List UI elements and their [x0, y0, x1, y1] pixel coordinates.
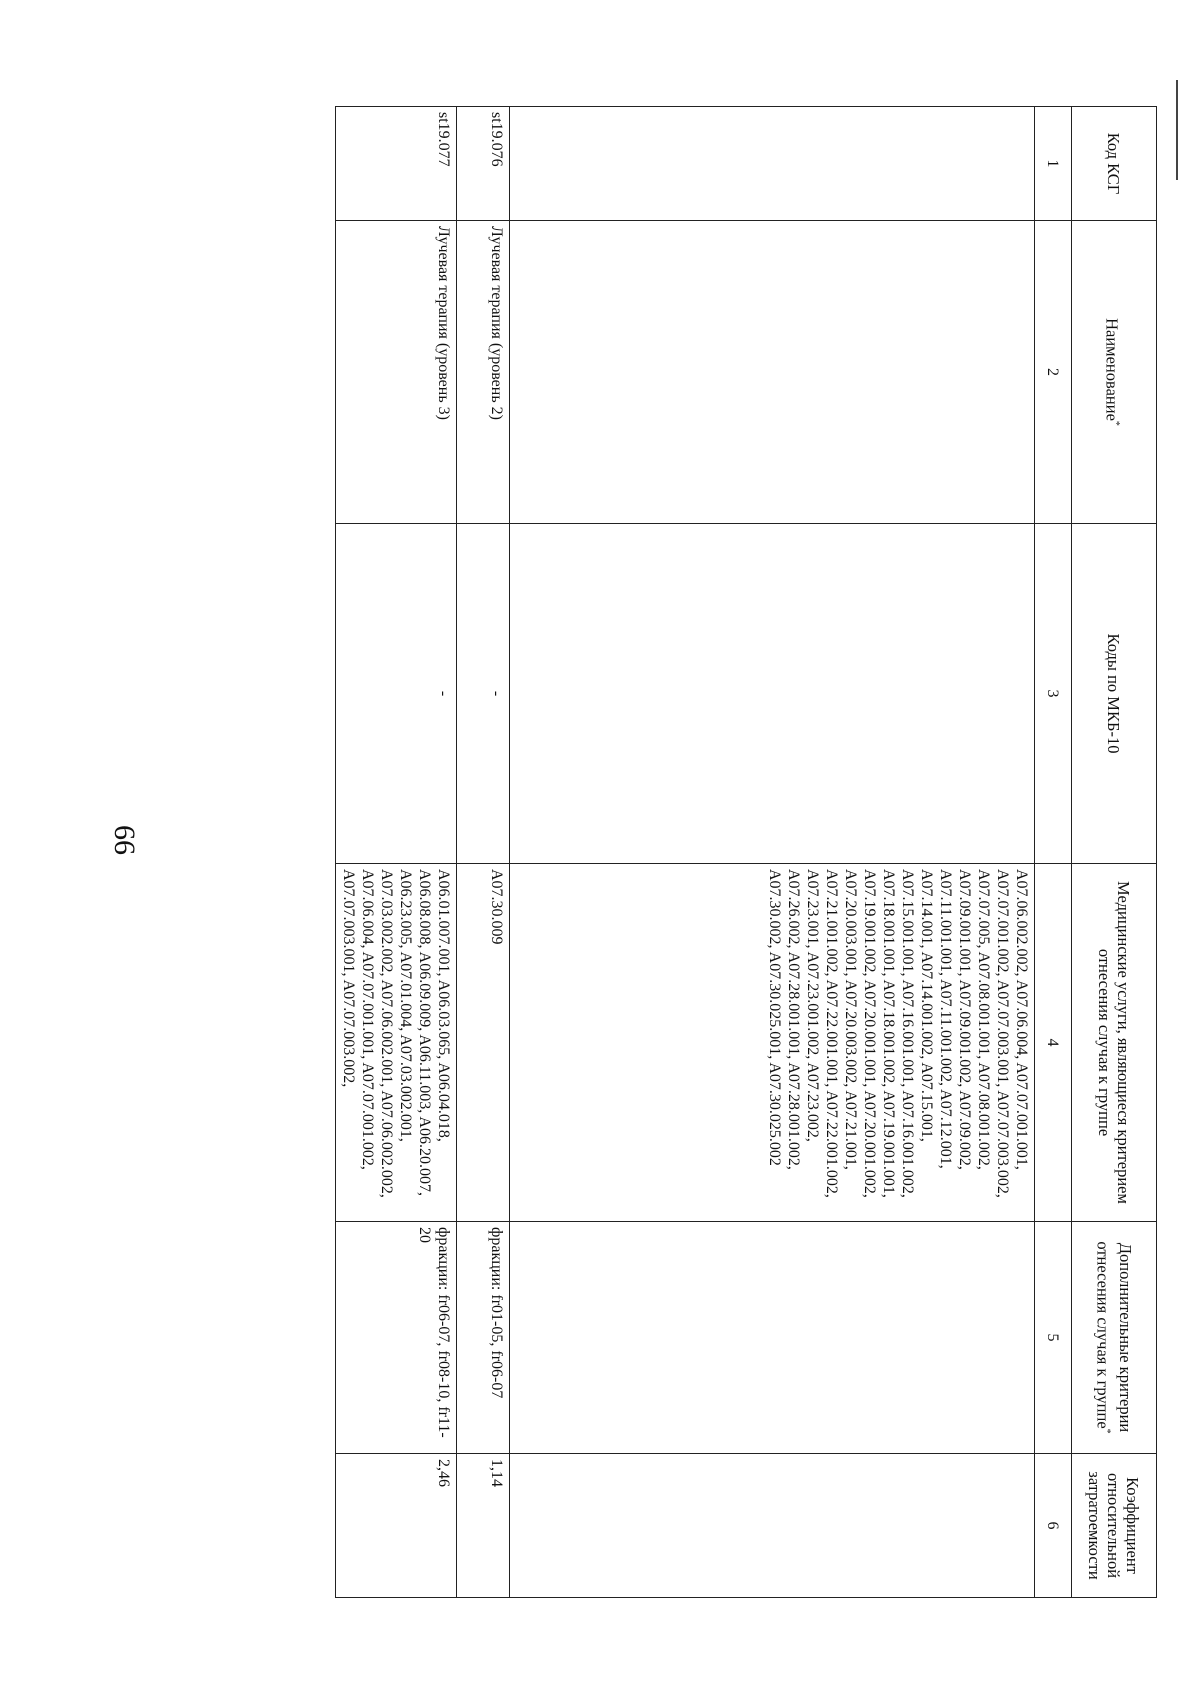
header-criteria: Дополнительные критерии отнесения случая к группе* [1072, 1222, 1157, 1454]
cell-coefficient: 2,46 [336, 1454, 457, 1598]
column-number: 4 [1035, 864, 1072, 1222]
column-number: 3 [1035, 524, 1072, 864]
cell-criteria: фракции: fr06-07, fr08-10, fr11-20 [336, 1222, 457, 1454]
column-number: 2 [1035, 221, 1072, 524]
cell-code: st19.077 [336, 107, 457, 221]
cell-services: A07.06.002.002, A07.06.004, A07.07.001.001, A07.07.001.002, A07.07.003.001, A07.07.003.002, A07.07.005, A07.08.001.001, A07.08.001.002, A07.09.001.001, A07.09.001.002, A07.09.002, A07.11.001.001, A07.11.001.002, A07.12.001, A07.14.001, A07.14.001.002, A07.15.001, A07.15.001.001, A07.16.001.001, A07.16.001.002, A07.18.001.001, A07.18.001.002, A07.19.001.001, A07.19.001.002, A07.20.001.001, A07.20.001.002, A07.20.003.001, A07.20.003.002, A07.21.001, A07.21.001.002, A07.22.001.001, A07.22.001.002, A07.23.001, A07.23.001.002, A07.23.002, A07.26.002, A07.28.001.001, A07.28.001.002, A07.30.002, A07.30.025.001, A07.30.025.002 [510, 864, 1035, 1222]
cell-mkb [510, 524, 1035, 864]
header-name: Наименование* [1072, 221, 1157, 524]
cell-coefficient: 1,14 [457, 1454, 510, 1598]
table-row [457, 107, 510, 1598]
table-row [510, 107, 1035, 1598]
header-row [1072, 107, 1157, 1598]
cell-code: st19.076 [457, 107, 510, 221]
header-criteria-mark: * [1100, 1428, 1112, 1434]
cell-coefficient [510, 1454, 1035, 1598]
cell-name: Лучевая терапия (уровень 2) [457, 221, 510, 524]
page-number: 66 [108, 825, 141, 855]
ksg-table-frame [192, 106, 1157, 1597]
cell-name [510, 221, 1035, 524]
column-number: 1 [1035, 107, 1072, 221]
header-mkb: Коды по МКБ-10 [1072, 524, 1157, 864]
cell-services: A06.01.007.001, A06.03.065, A06.04.018, A06.08.008, A06.09.009, A06.11.003, A06.20.007, A06.23.005, A07.01.004, A07.03.002.001, A07.03.002.002, A07.06.002.001, A07.06.002.002, A07.06.004, A07.07.001.001, A07.07.001.002, A07.07.003.001, A07.07.003.002, [336, 864, 457, 1222]
header-code: Код КСГ [1072, 107, 1157, 221]
cell-mkb: - [457, 524, 510, 864]
header-services: Медицинские услуги, являющиеся критерием отнесения случая к группе [1072, 864, 1157, 1222]
column-number: 5 [1035, 1222, 1072, 1454]
cell-code [510, 107, 1035, 221]
header-name-mark: * [1110, 420, 1122, 426]
table-row [336, 107, 457, 1598]
scan-edge-mark [1176, 80, 1178, 180]
header-coefficient: Коэффициент относительной затратоемкости [1072, 1454, 1157, 1598]
cell-criteria [510, 1222, 1035, 1454]
cell-services: A07.30.009 [457, 864, 510, 1222]
column-number-row [1035, 107, 1072, 1598]
cell-criteria: фракции: fr01-05, fr06-07 [457, 1222, 510, 1454]
ksg-table [335, 106, 1157, 1598]
cell-name: Лучевая терапия (уровень 3) [336, 221, 457, 524]
cell-mkb: - [336, 524, 457, 864]
column-number: 6 [1035, 1454, 1072, 1598]
